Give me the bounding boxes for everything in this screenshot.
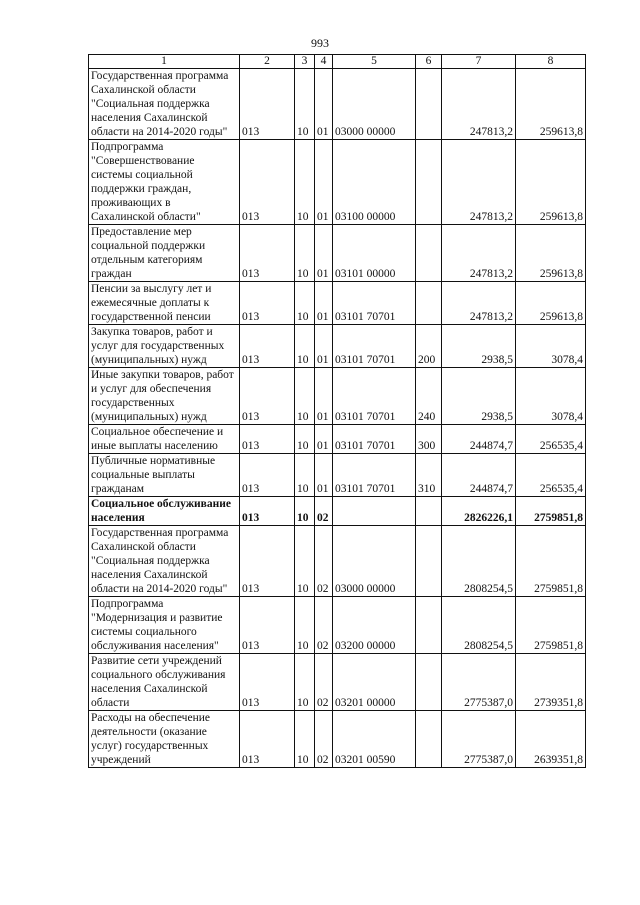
section-cell: 10 — [295, 282, 315, 325]
table-row — [89, 711, 586, 768]
amount-year2-cell: 3078,4 — [516, 325, 586, 368]
subsection-cell: 01 — [315, 69, 333, 140]
section-cell: 10 — [295, 325, 315, 368]
target-article-cell: 03000 00000 — [333, 526, 416, 597]
target-article-cell: 03201 00590 — [333, 711, 416, 768]
amount-year1-cell: 247813,2 — [442, 69, 516, 140]
target-article-cell: 03100 00000 — [333, 140, 416, 225]
ministry-code-cell: 013 — [240, 597, 295, 654]
amount-year1-cell: 247813,2 — [442, 225, 516, 282]
subsection-cell: 01 — [315, 282, 333, 325]
ministry-code-cell: 013 — [240, 454, 295, 497]
row-name-cell: Государственная программа Сахалинской области "Социальная поддержка населения Сахалинской области на 2014-2020 годы" — [89, 526, 240, 597]
amount-year1-cell: 247813,2 — [442, 140, 516, 225]
amount-year2-cell: 259613,8 — [516, 69, 586, 140]
table-row — [89, 325, 586, 368]
section-cell: 10 — [295, 497, 315, 526]
amount-year1-cell: 244874,7 — [442, 454, 516, 497]
row-name-cell: Предоставление мер социальной поддержки отдельным категориям граждан — [89, 225, 240, 282]
table-row — [89, 526, 586, 597]
ministry-code-cell: 013 — [240, 225, 295, 282]
section-cell: 10 — [295, 425, 315, 454]
section-cell: 10 — [295, 140, 315, 225]
expense-type-cell — [416, 282, 442, 325]
column-header: 8 — [516, 55, 586, 69]
table-row — [89, 654, 586, 711]
subsection-cell: 02 — [315, 711, 333, 768]
row-name-cell: Иные закупки товаров, работ и услуг для обеспечения государственных (муниципальных) нужд — [89, 368, 240, 425]
table-row — [89, 454, 586, 497]
amount-year1-cell: 2808254,5 — [442, 526, 516, 597]
target-article-cell: 03201 00000 — [333, 654, 416, 711]
amount-year2-cell: 2759851,8 — [516, 526, 586, 597]
subsection-cell: 02 — [315, 497, 333, 526]
ministry-code-cell: 013 — [240, 282, 295, 325]
row-name-cell: Подпрограмма "Совершенствование системы социальной поддержки граждан, проживающих в Сахалинской области" — [89, 140, 240, 225]
target-article-cell — [333, 497, 416, 526]
expense-type-cell — [416, 654, 442, 711]
table-row — [89, 225, 586, 282]
table-header-row — [89, 55, 586, 69]
expense-type-cell — [416, 597, 442, 654]
ministry-code-cell: 013 — [240, 425, 295, 454]
section-cell: 10 — [295, 454, 315, 497]
table-row — [89, 282, 586, 325]
column-header: 4 — [315, 55, 333, 69]
target-article-cell: 03101 00000 — [333, 225, 416, 282]
target-article-cell: 03101 70701 — [333, 325, 416, 368]
expense-type-cell — [416, 526, 442, 597]
amount-year1-cell: 2826226,1 — [442, 497, 516, 526]
expense-type-cell: 300 — [416, 425, 442, 454]
table-row — [89, 140, 586, 225]
target-article-cell: 03101 70701 — [333, 454, 416, 497]
table-row — [89, 368, 586, 425]
amount-year1-cell: 244874,7 — [442, 425, 516, 454]
target-article-cell: 03101 70701 — [333, 368, 416, 425]
amount-year2-cell: 2739351,8 — [516, 654, 586, 711]
amount-year2-cell: 256535,4 — [516, 425, 586, 454]
amount-year2-cell: 259613,8 — [516, 225, 586, 282]
ministry-code-cell: 013 — [240, 325, 295, 368]
row-name-cell: Государственная программа Сахалинской области "Социальная поддержка населения Сахалинской области на 2014-2020 годы" — [89, 69, 240, 140]
table-row — [89, 497, 586, 526]
amount-year2-cell: 2759851,8 — [516, 497, 586, 526]
expense-type-cell — [416, 497, 442, 526]
section-cell: 10 — [295, 368, 315, 425]
row-name-cell: Пенсии за выслугу лет и ежемесячные доплаты к государственной пенсии — [89, 282, 240, 325]
amount-year2-cell: 259613,8 — [516, 282, 586, 325]
amount-year2-cell: 2639351,8 — [516, 711, 586, 768]
column-header: 3 — [295, 55, 315, 69]
expense-type-cell: 310 — [416, 454, 442, 497]
expense-type-cell — [416, 225, 442, 282]
target-article-cell: 03101 70701 — [333, 425, 416, 454]
amount-year1-cell: 2938,5 — [442, 368, 516, 425]
amount-year1-cell: 2808254,5 — [442, 597, 516, 654]
row-name-cell: Социальное обслуживание населения — [89, 497, 240, 526]
section-cell: 10 — [295, 711, 315, 768]
amount-year1-cell: 2938,5 — [442, 325, 516, 368]
subsection-cell: 01 — [315, 368, 333, 425]
budget-table — [88, 54, 586, 768]
ministry-code-cell: 013 — [240, 140, 295, 225]
target-article-cell: 03000 00000 — [333, 69, 416, 140]
subsection-cell: 01 — [315, 425, 333, 454]
section-cell: 10 — [295, 526, 315, 597]
subsection-cell: 02 — [315, 597, 333, 654]
target-article-cell: 03200 00000 — [333, 597, 416, 654]
section-cell: 10 — [295, 225, 315, 282]
amount-year1-cell: 2775387,0 — [442, 711, 516, 768]
column-header: 1 — [89, 55, 240, 69]
row-name-cell: Социальное обеспечение и иные выплаты населению — [89, 425, 240, 454]
column-header: 5 — [333, 55, 416, 69]
table-row — [89, 69, 586, 140]
amount-year2-cell: 3078,4 — [516, 368, 586, 425]
ministry-code-cell: 013 — [240, 711, 295, 768]
section-cell: 10 — [295, 69, 315, 140]
row-name-cell: Публичные нормативные социальные выплаты гражданам — [89, 454, 240, 497]
subsection-cell: 02 — [315, 654, 333, 711]
amount-year2-cell: 256535,4 — [516, 454, 586, 497]
subsection-cell: 01 — [315, 454, 333, 497]
column-header: 6 — [416, 55, 442, 69]
target-article-cell: 03101 70701 — [333, 282, 416, 325]
amount-year1-cell: 2775387,0 — [442, 654, 516, 711]
subsection-cell: 02 — [315, 526, 333, 597]
section-cell: 10 — [295, 654, 315, 711]
ministry-code-cell: 013 — [240, 654, 295, 711]
subsection-cell: 01 — [315, 325, 333, 368]
table-row — [89, 597, 586, 654]
row-name-cell: Развитие сети учреждений социального обслуживания населения Сахалинской области — [89, 654, 240, 711]
expense-type-cell — [416, 69, 442, 140]
expense-type-cell — [416, 140, 442, 225]
table-row — [89, 425, 586, 454]
expense-type-cell — [416, 711, 442, 768]
expense-type-cell: 200 — [416, 325, 442, 368]
page-number: 993 — [311, 36, 329, 50]
ministry-code-cell: 013 — [240, 368, 295, 425]
subsection-cell: 01 — [315, 225, 333, 282]
row-name-cell: Подпрограмма "Модернизация и развитие системы социального обслуживания населения" — [89, 597, 240, 654]
ministry-code-cell: 013 — [240, 69, 295, 140]
subsection-cell: 01 — [315, 140, 333, 225]
expense-type-cell: 240 — [416, 368, 442, 425]
column-header: 2 — [240, 55, 295, 69]
amount-year2-cell: 259613,8 — [516, 140, 586, 225]
ministry-code-cell: 013 — [240, 497, 295, 526]
amount-year2-cell: 2759851,8 — [516, 597, 586, 654]
row-name-cell: Закупка товаров, работ и услуг для государственных (муниципальных) нужд — [89, 325, 240, 368]
section-cell: 10 — [295, 597, 315, 654]
ministry-code-cell: 013 — [240, 526, 295, 597]
column-header: 7 — [442, 55, 516, 69]
amount-year1-cell: 247813,2 — [442, 282, 516, 325]
row-name-cell: Расходы на обеспечение деятельности (оказание услуг) государственных учреждений — [89, 711, 240, 768]
